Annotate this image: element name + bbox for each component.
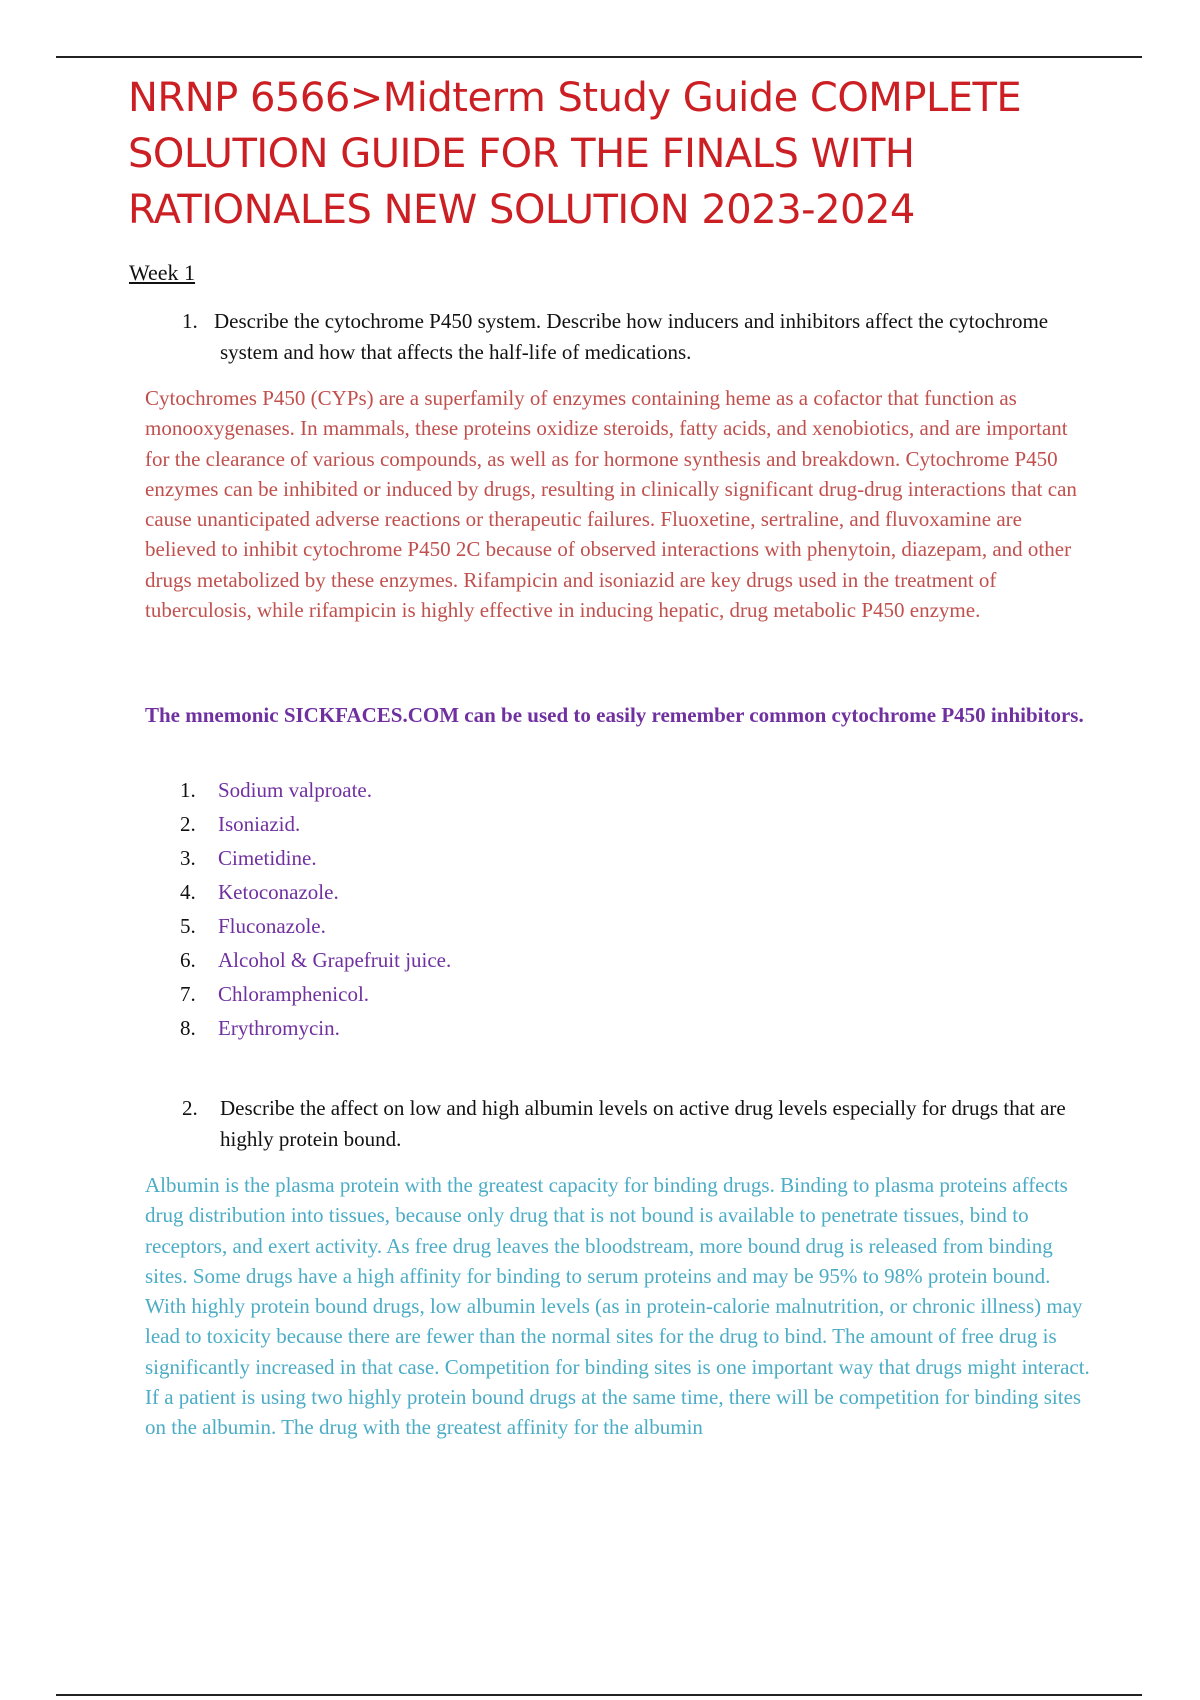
list-item-label: Erythromycin. — [218, 1016, 340, 1040]
list-item-number: 3. — [180, 846, 196, 870]
list-item — [180, 943, 451, 977]
inhibitor-list — [180, 773, 451, 1045]
top-rule — [56, 56, 1142, 58]
answer-2-paragraph: Albumin is the plasma protein with the greatest capacity for binding drugs. Binding to plasma proteins affects drug distribution into tissues, because only drug that is not bound is available to penetrate tissues, bind to receptors, and exert activity. As free drug leaves the bloodstream, more bound drug is released from binding sites. Some drugs have a high affinity for binding to serum proteins and may be 95% to 98% protein bound. With highly protein bound drugs, low albumin levels (as in protein-calorie malnutrition, or chronic illness) may lead to toxicity because there are fewer than the normal sites for the drug to bind. The amount of free drug is significantly increased in that case. Competition for binding sites is one important way that drugs might interact. If a patient is using two highly protein bound drugs at the same time, there will be competition for binding sites on the albumin. The drug with the greatest affinity for the albumin — [145, 1173, 1090, 1440]
list-item-number: 1. — [180, 778, 196, 802]
question-2 — [182, 1093, 1082, 1155]
list-item-number: 6. — [180, 948, 196, 972]
question-2-text: Describe the affect on low and high albumin levels on active drug levels especially for drugs that are highly protein bound. — [220, 1096, 1066, 1151]
list-item — [180, 977, 451, 1011]
list-item-number: 2. — [180, 812, 196, 836]
list-item — [180, 807, 451, 841]
list-item-label: Fluconazole. — [218, 914, 326, 938]
list-item-label: Sodium valproate. — [218, 778, 372, 802]
list-item-number: 7. — [180, 982, 196, 1006]
list-item — [180, 875, 451, 909]
list-item-label: Alcohol & Grapefruit juice. — [218, 948, 452, 972]
list-item — [180, 841, 451, 875]
list-item-label: Chloramphenicol. — [218, 982, 370, 1006]
list-item-label: Cimetidine. — [218, 846, 317, 870]
list-item — [180, 909, 451, 943]
list-item-label: Ketoconazole. — [218, 880, 339, 904]
question-1-text: Describe the cytochrome P450 system. Describe how inducers and inhibitors affect the cytochrome system and how that affects the half-life of medications. — [214, 309, 1049, 364]
mnemonic-heading: The mnemonic SICKFACES.COM can be used to easily remember common cytochrome P450 inhibitors. — [145, 703, 1084, 727]
week-heading: Week 1 — [129, 260, 196, 285]
question-1 — [182, 306, 1082, 368]
list-item-number: 4. — [180, 880, 196, 904]
question-1-number: 1. — [182, 309, 198, 333]
answer-1-paragraph: Cytochromes P450 (CYPs) are a superfamily of enzymes containing heme as a cofactor that function as monooxygenases. In mammals, these proteins oxidize steroids, fatty acids, and xenobiotics, and are important for the clearance of various compounds, as well as for hormone synthesis and breakdown. Cytochrome P450 enzymes can be inhibited or induced by drugs, resulting in clinically significant drug-drug interactions that can cause unanticipated adverse reactions or therapeutic failures. Fluoxetine, sertraline, and fluvoxamine are believed to inhibit cytochrome P450 2C because of observed interactions with phenytoin, diazepam, and other drugs metabolized by these enzymes. Rifampicin and isoniazid are key drugs used in the treatment of tuberculosis, while rifampicin is highly effective in inducing hepatic, drug metabolic P450 enzyme. — [145, 386, 1077, 623]
list-item-label: Isoniazid. — [218, 812, 301, 836]
list-item-number: 5. — [180, 914, 196, 938]
bottom-rule — [56, 1694, 1142, 1696]
list-item — [180, 1011, 451, 1045]
question-2-number: 2. — [182, 1096, 198, 1120]
list-item-number: 8. — [180, 1016, 196, 1040]
document-title: NRNP 6566>Midterm Study Guide COMPLETE SOLUTION GUIDE FOR THE FINALS WITH RATIONALES NEW SOLUTION 2023-2024 — [128, 75, 1022, 233]
list-item — [180, 773, 451, 807]
